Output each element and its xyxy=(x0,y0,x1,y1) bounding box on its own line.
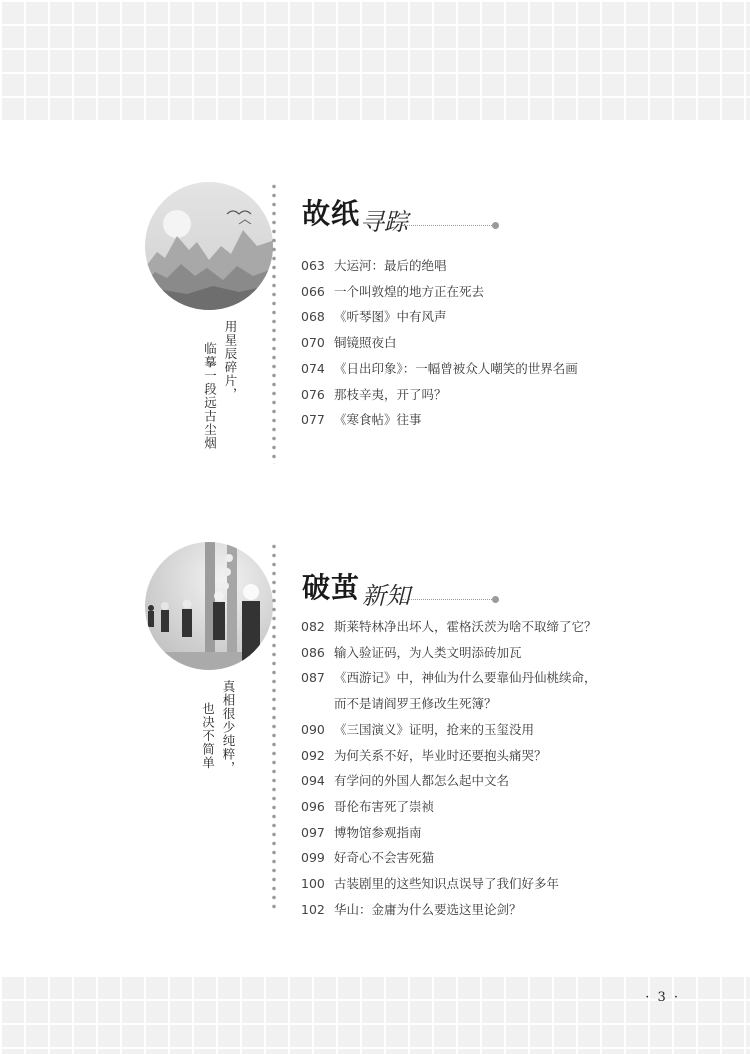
toc-entry[interactable] xyxy=(301,330,578,356)
toc-entry-title: 华山：金庸为什么要选这里论剑？ xyxy=(334,901,522,917)
toc-section-2 xyxy=(0,540,750,920)
toc-page-number: 082 xyxy=(301,619,325,634)
toc-page-number: 099 xyxy=(301,850,325,866)
toc-list xyxy=(301,253,578,433)
toc-page-number: 070 xyxy=(301,335,325,351)
poem-line: 也决不简单 xyxy=(200,702,216,770)
toc-page-number: 066 xyxy=(301,283,325,299)
toc-page-number: 100 xyxy=(301,876,325,892)
toc-entry-title: 《听琴图》中有风声 xyxy=(334,309,447,325)
poem-line: 真相很少纯粹， xyxy=(221,680,236,775)
toc-entry[interactable] xyxy=(301,253,578,279)
poem-line: 用星辰碎片， xyxy=(223,320,238,401)
section-title-main: 故纸 xyxy=(302,197,361,230)
toc-entry-title: 为何关系不好，毕业时还要抱头痛哭？ xyxy=(334,747,547,763)
toc-entry-title: 有学问的外国人都怎么起中文名 xyxy=(334,773,510,789)
toc-entry-title: 铜镜照夜白 xyxy=(334,335,397,351)
toc-section-1 xyxy=(0,180,750,470)
toc-entry-title: 《日出印象》：一幅曾被众人嘲笑的世界名画 xyxy=(334,360,578,376)
title-rule-dot xyxy=(492,596,499,603)
landscape-illustration xyxy=(143,180,275,340)
poem-line: 临摹一段远古尘烟 xyxy=(202,342,218,450)
toc-page-number: 094 xyxy=(301,773,325,789)
toc-entry[interactable] xyxy=(301,382,578,408)
toc-entry[interactable] xyxy=(301,897,597,923)
toc-page-number: 068 xyxy=(301,309,325,325)
toc-entry-title: 输入验证码，为人类文明添砖加瓦 xyxy=(334,644,522,660)
title-rule-dot xyxy=(492,222,499,229)
title-dotted-rule xyxy=(402,225,492,226)
toc-entry[interactable] xyxy=(301,794,597,820)
toc-entry-title: 《西游记》中，神仙为什么要靠仙丹仙桃续命， xyxy=(334,670,597,686)
toc-page-number: 097 xyxy=(301,824,325,840)
toc-entry-title: 哥伦布害死了崇祯 xyxy=(334,798,435,814)
toc-entry-title: 博物馆参观指南 xyxy=(334,824,422,840)
toc-entry[interactable] xyxy=(301,614,597,640)
title-dotted-rule xyxy=(402,599,492,600)
toc-entry-title: 而不是请阎罗王修改生死簿？ xyxy=(334,696,497,712)
toc-entry[interactable] xyxy=(301,743,597,769)
toc-entry-title: 那枝辛夷，开了吗？ xyxy=(334,386,447,402)
toc-page-number: 076 xyxy=(301,386,325,402)
toc-entry-continuation[interactable] xyxy=(301,691,597,717)
toc-entry[interactable] xyxy=(301,665,597,691)
toc-entry[interactable] xyxy=(301,279,578,305)
toc-entry[interactable] xyxy=(301,717,597,743)
toc-entry[interactable] xyxy=(301,356,578,382)
bottom-grid-band xyxy=(0,975,750,1054)
section-title-script: 寻踪 xyxy=(360,208,408,236)
toc-entry-title: 古装剧里的这些知识点误导了我们好多年 xyxy=(334,876,560,892)
dotted-divider xyxy=(271,542,277,912)
section-title-script: 新知 xyxy=(362,582,410,610)
toc-entry[interactable] xyxy=(301,407,578,433)
toc-entry[interactable] xyxy=(301,845,597,871)
toc-page-number: 077 xyxy=(301,412,325,428)
toc-entry[interactable] xyxy=(301,871,597,897)
toc-page-number: 074 xyxy=(301,360,325,376)
toc-entry-title: 《三国演义》证明，抢来的玉玺没用 xyxy=(334,721,535,737)
toc-entry[interactable] xyxy=(301,304,578,330)
section-title xyxy=(302,192,502,236)
toc-page-number: 063 xyxy=(301,258,325,273)
toc-page-number: 092 xyxy=(301,747,325,763)
toc-page-number: 090 xyxy=(301,721,325,737)
page-number: · 3 · xyxy=(645,990,680,1005)
section-title xyxy=(302,552,502,610)
toc-page-number: 086 xyxy=(301,644,325,660)
toc-page-number: 087 xyxy=(301,670,325,686)
vertical-poem xyxy=(203,320,236,450)
toc-entry-title: 一个叫敦煌的地方正在死去 xyxy=(334,283,485,299)
toc-entry[interactable] xyxy=(301,768,597,794)
toc-entry-title: 大运河：最后的绝唱 xyxy=(334,258,447,273)
toc-entry-title: 《寒食帖》往事 xyxy=(334,412,422,428)
toc-entry[interactable] xyxy=(301,820,597,846)
dotted-divider xyxy=(271,182,277,464)
top-grid-band xyxy=(0,0,750,122)
section-title-main: 破茧 xyxy=(302,571,361,604)
toc-page-number: 102 xyxy=(301,901,325,917)
toc-entry-title: 斯莱特林净出坏人，霍格沃茨为啥不取缔了它？ xyxy=(334,619,597,634)
toc-page-number: 096 xyxy=(301,798,325,814)
toc-entry-title: 好奇心不会害死猫 xyxy=(334,850,435,866)
toc-list xyxy=(301,614,597,922)
lightbulb-heads-illustration xyxy=(143,540,275,700)
vertical-poem xyxy=(201,680,234,775)
toc-entry[interactable] xyxy=(301,640,597,666)
